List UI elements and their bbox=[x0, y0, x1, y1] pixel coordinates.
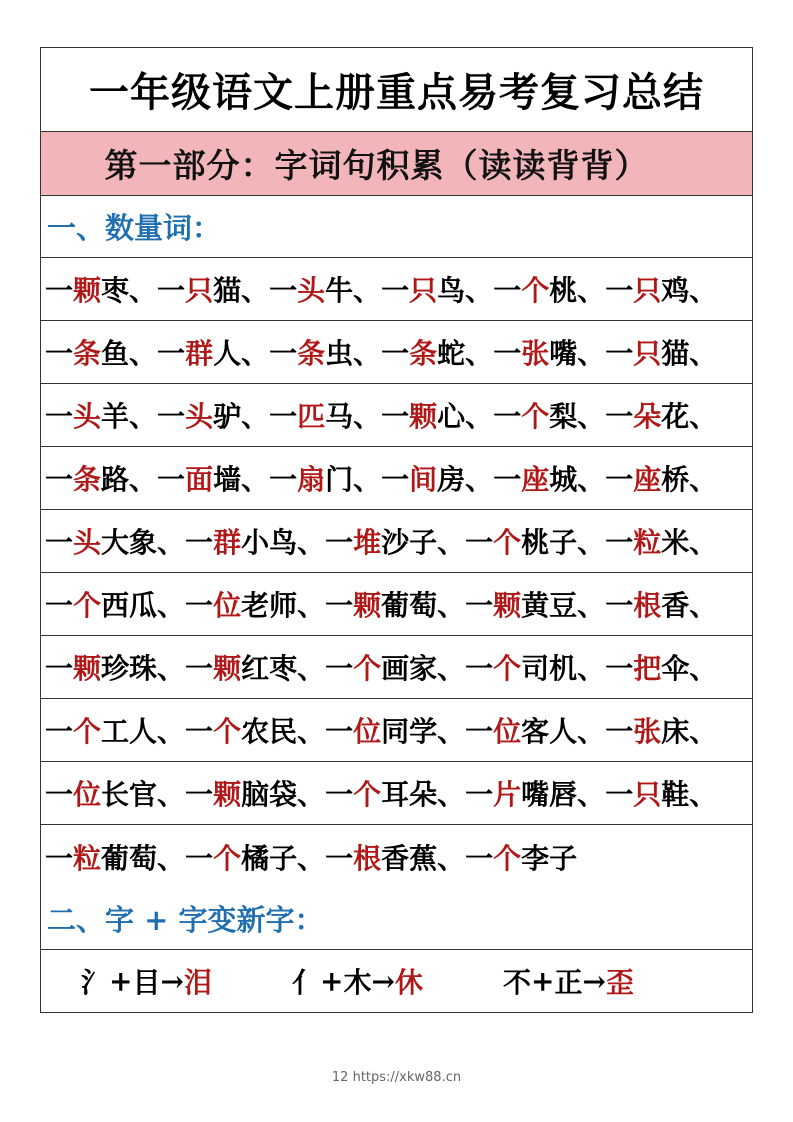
part-header-row bbox=[41, 132, 752, 196]
noun: 老师、 bbox=[241, 589, 326, 622]
noun: 客人、 bbox=[521, 715, 606, 748]
classifier: 群 bbox=[185, 337, 214, 370]
measure-word-item bbox=[185, 778, 325, 811]
noun: 蛇、 bbox=[437, 337, 494, 370]
numeral: 一 bbox=[185, 652, 214, 685]
numeral: 一 bbox=[45, 841, 74, 875]
measure-word-item bbox=[465, 778, 605, 811]
noun: 米、 bbox=[661, 526, 718, 559]
measure-word-item bbox=[381, 274, 493, 307]
classifier: 位 bbox=[73, 778, 102, 811]
measure-word-item bbox=[605, 400, 717, 433]
measure-word-item bbox=[381, 337, 493, 370]
measure-word-line bbox=[45, 395, 717, 435]
noun: 沙子、 bbox=[381, 526, 466, 559]
measure-word-item bbox=[325, 526, 465, 559]
measure-word-item bbox=[157, 274, 269, 307]
classifier: 把 bbox=[633, 652, 662, 685]
classifier: 粒 bbox=[633, 526, 662, 559]
char-combo-row bbox=[41, 950, 752, 1012]
classifier: 头 bbox=[297, 274, 326, 307]
noun: 司机、 bbox=[521, 652, 606, 685]
numeral: 一 bbox=[381, 274, 410, 307]
measure-word-item bbox=[185, 652, 325, 685]
numeral: 一 bbox=[381, 463, 410, 496]
measure-word-item bbox=[269, 337, 381, 370]
classifier: 个 bbox=[353, 778, 382, 811]
classifier: 位 bbox=[493, 715, 522, 748]
classifier: 头 bbox=[185, 400, 214, 433]
measure-word-item bbox=[157, 463, 269, 496]
numeral: 一 bbox=[465, 589, 494, 622]
noun: 鸡、 bbox=[661, 274, 718, 307]
noun: 床、 bbox=[661, 715, 718, 748]
noun: 珍珠、 bbox=[101, 652, 186, 685]
section-heading-row bbox=[41, 888, 752, 950]
char-combo bbox=[292, 961, 423, 1001]
measure-word-item bbox=[45, 400, 157, 433]
component: 目 bbox=[132, 966, 161, 999]
classifier: 只 bbox=[185, 274, 214, 307]
numeral: 一 bbox=[185, 589, 214, 622]
classifier: 颗 bbox=[409, 400, 438, 433]
noun: 鞋、 bbox=[661, 778, 718, 811]
noun: 城、 bbox=[549, 463, 606, 496]
component: 亻 bbox=[291, 966, 320, 999]
table-row bbox=[41, 636, 752, 699]
noun: 马、 bbox=[325, 400, 382, 433]
noun: 桥、 bbox=[661, 463, 718, 496]
numeral: 一 bbox=[325, 526, 354, 559]
noun: 脑袋、 bbox=[241, 778, 326, 811]
numeral: 一 bbox=[325, 715, 354, 748]
numeral: 一 bbox=[185, 778, 214, 811]
noun: 香、 bbox=[661, 589, 718, 622]
numeral: 一 bbox=[465, 841, 494, 875]
classifier: 颗 bbox=[73, 274, 102, 307]
measure-word-line bbox=[45, 458, 717, 498]
noun: 工人、 bbox=[101, 715, 186, 748]
page-title: 一年级语文上册重点易考复习总结 bbox=[89, 69, 704, 116]
numeral: 一 bbox=[493, 337, 522, 370]
noun: 橘子、 bbox=[241, 841, 326, 875]
numeral: 一 bbox=[269, 400, 298, 433]
measure-word-item bbox=[605, 589, 717, 622]
measure-word-item bbox=[45, 652, 185, 685]
classifier: 个 bbox=[73, 589, 102, 622]
numeral: 一 bbox=[269, 463, 298, 496]
measure-word-item bbox=[381, 400, 493, 433]
classifier: 粒 bbox=[73, 841, 102, 875]
component: 正 bbox=[554, 966, 583, 999]
numeral: 一 bbox=[605, 274, 634, 307]
classifier: 朵 bbox=[633, 400, 662, 433]
measure-word-item bbox=[465, 842, 577, 875]
numeral: 一 bbox=[465, 715, 494, 748]
table-row bbox=[41, 825, 752, 888]
noun: 西瓜、 bbox=[101, 589, 186, 622]
noun: 李子 bbox=[521, 841, 578, 875]
noun: 长官、 bbox=[101, 778, 186, 811]
measure-word-item bbox=[605, 526, 717, 559]
numeral: 一 bbox=[605, 400, 634, 433]
numeral: 一 bbox=[185, 526, 214, 559]
noun: 房、 bbox=[437, 463, 494, 496]
numeral: 一 bbox=[45, 463, 74, 496]
noun: 虫、 bbox=[325, 337, 382, 370]
measure-word-item bbox=[185, 526, 325, 559]
char-combo bbox=[81, 961, 212, 1001]
noun: 画家、 bbox=[381, 652, 466, 685]
classifier: 个 bbox=[493, 841, 522, 875]
numeral: 一 bbox=[465, 778, 494, 811]
measure-word-line bbox=[45, 521, 717, 561]
noun: 葡萄、 bbox=[381, 589, 466, 622]
table-row bbox=[41, 699, 752, 762]
numeral: 一 bbox=[325, 589, 354, 622]
measure-word-item bbox=[185, 842, 325, 875]
component: 木 bbox=[343, 966, 372, 999]
measure-word-line bbox=[45, 584, 717, 624]
measure-word-item bbox=[605, 652, 717, 685]
classifier: 位 bbox=[213, 589, 242, 622]
part-title: 第一部分：字词句积累（读读背背） bbox=[104, 146, 649, 185]
numeral: 一 bbox=[269, 274, 298, 307]
noun: 香蕉、 bbox=[381, 841, 466, 875]
numeral: 一 bbox=[157, 400, 186, 433]
noun: 伞、 bbox=[661, 652, 718, 685]
noun: 心、 bbox=[437, 400, 494, 433]
numeral: 一 bbox=[185, 715, 214, 748]
noun: 墙、 bbox=[213, 463, 270, 496]
classifier: 只 bbox=[633, 337, 662, 370]
numeral: 一 bbox=[325, 652, 354, 685]
measure-word-line bbox=[45, 710, 717, 750]
measure-word-item bbox=[605, 715, 717, 748]
numeral: 一 bbox=[465, 526, 494, 559]
measure-word-item bbox=[185, 715, 325, 748]
classifier: 个 bbox=[353, 652, 382, 685]
numeral: 一 bbox=[269, 337, 298, 370]
noun: 桃、 bbox=[549, 274, 606, 307]
table-row bbox=[41, 510, 752, 573]
noun: 嘴唇、 bbox=[521, 778, 606, 811]
classifier: 个 bbox=[493, 526, 522, 559]
plus-sign: + bbox=[109, 964, 133, 998]
numeral: 一 bbox=[493, 274, 522, 307]
numeral: 一 bbox=[605, 463, 634, 496]
measure-word-item bbox=[605, 463, 717, 496]
numeral: 一 bbox=[381, 337, 410, 370]
measure-word-item bbox=[45, 589, 185, 622]
measure-word-item bbox=[493, 337, 605, 370]
classifier: 条 bbox=[409, 337, 438, 370]
noun: 花、 bbox=[661, 400, 718, 433]
classifier: 只 bbox=[633, 778, 662, 811]
measure-word-item bbox=[45, 463, 157, 496]
noun: 农民、 bbox=[241, 715, 326, 748]
plus-sign: + bbox=[320, 964, 344, 998]
noun: 猫、 bbox=[661, 337, 718, 370]
measure-word-line bbox=[45, 332, 717, 372]
classifier: 张 bbox=[633, 715, 662, 748]
classifier: 头 bbox=[73, 400, 102, 433]
noun: 猫、 bbox=[213, 274, 270, 307]
measure-word-item bbox=[45, 842, 185, 875]
measure-word-line bbox=[45, 647, 717, 687]
measure-word-item bbox=[493, 463, 605, 496]
measure-word-item bbox=[185, 589, 325, 622]
plus-sign: + bbox=[530, 964, 555, 998]
measure-word-item bbox=[465, 652, 605, 685]
measure-word-item bbox=[381, 463, 493, 496]
measure-word-item bbox=[325, 842, 465, 875]
measure-word-item bbox=[45, 778, 185, 811]
numeral: 一 bbox=[381, 400, 410, 433]
noun: 牛、 bbox=[325, 274, 382, 307]
numeral: 一 bbox=[493, 463, 522, 496]
noun: 同学、 bbox=[381, 715, 466, 748]
measure-word-item bbox=[269, 400, 381, 433]
noun: 路、 bbox=[101, 463, 158, 496]
result-char: 歪 bbox=[605, 966, 634, 999]
component: 氵 bbox=[81, 966, 110, 999]
classifier: 位 bbox=[353, 715, 382, 748]
noun: 羊、 bbox=[101, 400, 158, 433]
measure-word-item bbox=[325, 652, 465, 685]
table-row bbox=[41, 321, 752, 384]
table-row bbox=[41, 447, 752, 510]
numeral: 一 bbox=[45, 274, 74, 307]
numeral: 一 bbox=[325, 841, 354, 875]
classifier: 根 bbox=[633, 589, 662, 622]
measure-word-item bbox=[493, 274, 605, 307]
section-heading-char-combos: 二、字 + 字变新字： bbox=[47, 903, 324, 937]
measure-word-line bbox=[45, 837, 577, 877]
numeral: 一 bbox=[45, 337, 74, 370]
numeral: 一 bbox=[493, 400, 522, 433]
numeral: 一 bbox=[605, 337, 634, 370]
measure-word-item bbox=[325, 589, 465, 622]
measure-word-item bbox=[269, 463, 381, 496]
classifier: 头 bbox=[73, 526, 102, 559]
classifier: 张 bbox=[521, 337, 550, 370]
numeral: 一 bbox=[45, 589, 74, 622]
numeral: 一 bbox=[157, 274, 186, 307]
table-row bbox=[41, 762, 752, 825]
table-row bbox=[41, 258, 752, 321]
measure-word-item bbox=[325, 778, 465, 811]
classifier: 匹 bbox=[297, 400, 326, 433]
measure-word-item bbox=[493, 400, 605, 433]
classifier: 颗 bbox=[73, 652, 102, 685]
classifier: 个 bbox=[521, 400, 550, 433]
classifier: 个 bbox=[521, 274, 550, 307]
component: 不 bbox=[502, 966, 531, 999]
table-row bbox=[41, 384, 752, 447]
noun: 黄豆、 bbox=[521, 589, 606, 622]
classifier: 条 bbox=[297, 337, 326, 370]
numeral: 一 bbox=[45, 526, 74, 559]
noun: 小鸟、 bbox=[241, 526, 326, 559]
classifier: 只 bbox=[633, 274, 662, 307]
numeral: 一 bbox=[45, 778, 74, 811]
classifier: 颗 bbox=[353, 589, 382, 622]
result-char: 休 bbox=[394, 966, 423, 999]
classifier: 颗 bbox=[493, 589, 522, 622]
noun: 枣、 bbox=[101, 274, 158, 307]
numeral: 一 bbox=[605, 652, 634, 685]
measure-word-item bbox=[605, 337, 717, 370]
classifier: 个 bbox=[493, 652, 522, 685]
noun: 桃子、 bbox=[521, 526, 606, 559]
noun: 人、 bbox=[213, 337, 270, 370]
numeral: 一 bbox=[157, 463, 186, 496]
arrow-icon: → bbox=[371, 964, 395, 998]
arrow-icon: → bbox=[582, 964, 606, 998]
numeral: 一 bbox=[45, 400, 74, 433]
classifier: 座 bbox=[521, 463, 550, 496]
numeral: 一 bbox=[185, 841, 214, 875]
noun: 驴、 bbox=[213, 400, 270, 433]
numeral: 一 bbox=[605, 715, 634, 748]
measure-word-item bbox=[157, 337, 269, 370]
classifier: 扇 bbox=[297, 463, 326, 496]
noun: 门、 bbox=[325, 463, 382, 496]
measure-word-line bbox=[45, 773, 717, 813]
page-footer: 12 https://xkw88.cn bbox=[331, 1070, 462, 1085]
classifier: 片 bbox=[493, 778, 522, 811]
measure-word-item bbox=[45, 526, 185, 559]
noun: 红枣、 bbox=[241, 652, 326, 685]
title-row bbox=[41, 48, 752, 132]
summary-table bbox=[40, 47, 753, 1013]
noun: 大象、 bbox=[101, 526, 186, 559]
noun: 鱼、 bbox=[101, 337, 158, 370]
classifier: 间 bbox=[409, 463, 438, 496]
measure-word-item bbox=[465, 589, 605, 622]
arrow-icon: → bbox=[160, 964, 184, 998]
classifier: 面 bbox=[185, 463, 214, 496]
numeral: 一 bbox=[45, 715, 74, 748]
numeral: 一 bbox=[605, 589, 634, 622]
measure-word-item bbox=[45, 715, 185, 748]
numeral: 一 bbox=[605, 778, 634, 811]
classifier: 堆 bbox=[353, 526, 382, 559]
classifier: 个 bbox=[213, 715, 242, 748]
measure-word-item bbox=[605, 778, 717, 811]
numeral: 一 bbox=[157, 337, 186, 370]
classifier: 个 bbox=[73, 715, 102, 748]
classifier: 条 bbox=[73, 463, 102, 496]
measure-word-item bbox=[605, 274, 717, 307]
numeral: 一 bbox=[605, 526, 634, 559]
numeral: 一 bbox=[45, 652, 74, 685]
noun: 耳朵、 bbox=[381, 778, 466, 811]
noun: 葡萄、 bbox=[101, 841, 186, 875]
char-combo bbox=[503, 961, 634, 1001]
classifier: 只 bbox=[409, 274, 438, 307]
measure-word-item bbox=[269, 274, 381, 307]
classifier: 个 bbox=[213, 841, 242, 875]
classifier: 颗 bbox=[213, 778, 242, 811]
numeral: 一 bbox=[465, 652, 494, 685]
classifier: 条 bbox=[73, 337, 102, 370]
classifier: 颗 bbox=[213, 652, 242, 685]
classifier: 群 bbox=[213, 526, 242, 559]
measure-word-item bbox=[465, 526, 605, 559]
measure-word-item bbox=[325, 715, 465, 748]
result-char: 泪 bbox=[183, 966, 212, 999]
measure-word-item bbox=[45, 274, 157, 307]
section-heading-measure-words: 一、数量词： bbox=[47, 211, 222, 245]
measure-word-line bbox=[45, 269, 717, 309]
measure-word-item bbox=[157, 400, 269, 433]
noun: 鸟、 bbox=[437, 274, 494, 307]
measure-word-item bbox=[465, 715, 605, 748]
noun: 嘴、 bbox=[549, 337, 606, 370]
measure-word-item bbox=[45, 337, 157, 370]
noun: 梨、 bbox=[549, 400, 606, 433]
table-row bbox=[41, 573, 752, 636]
classifier: 座 bbox=[633, 463, 662, 496]
section-heading-row bbox=[41, 196, 752, 258]
numeral: 一 bbox=[325, 778, 354, 811]
classifier: 根 bbox=[353, 841, 382, 875]
